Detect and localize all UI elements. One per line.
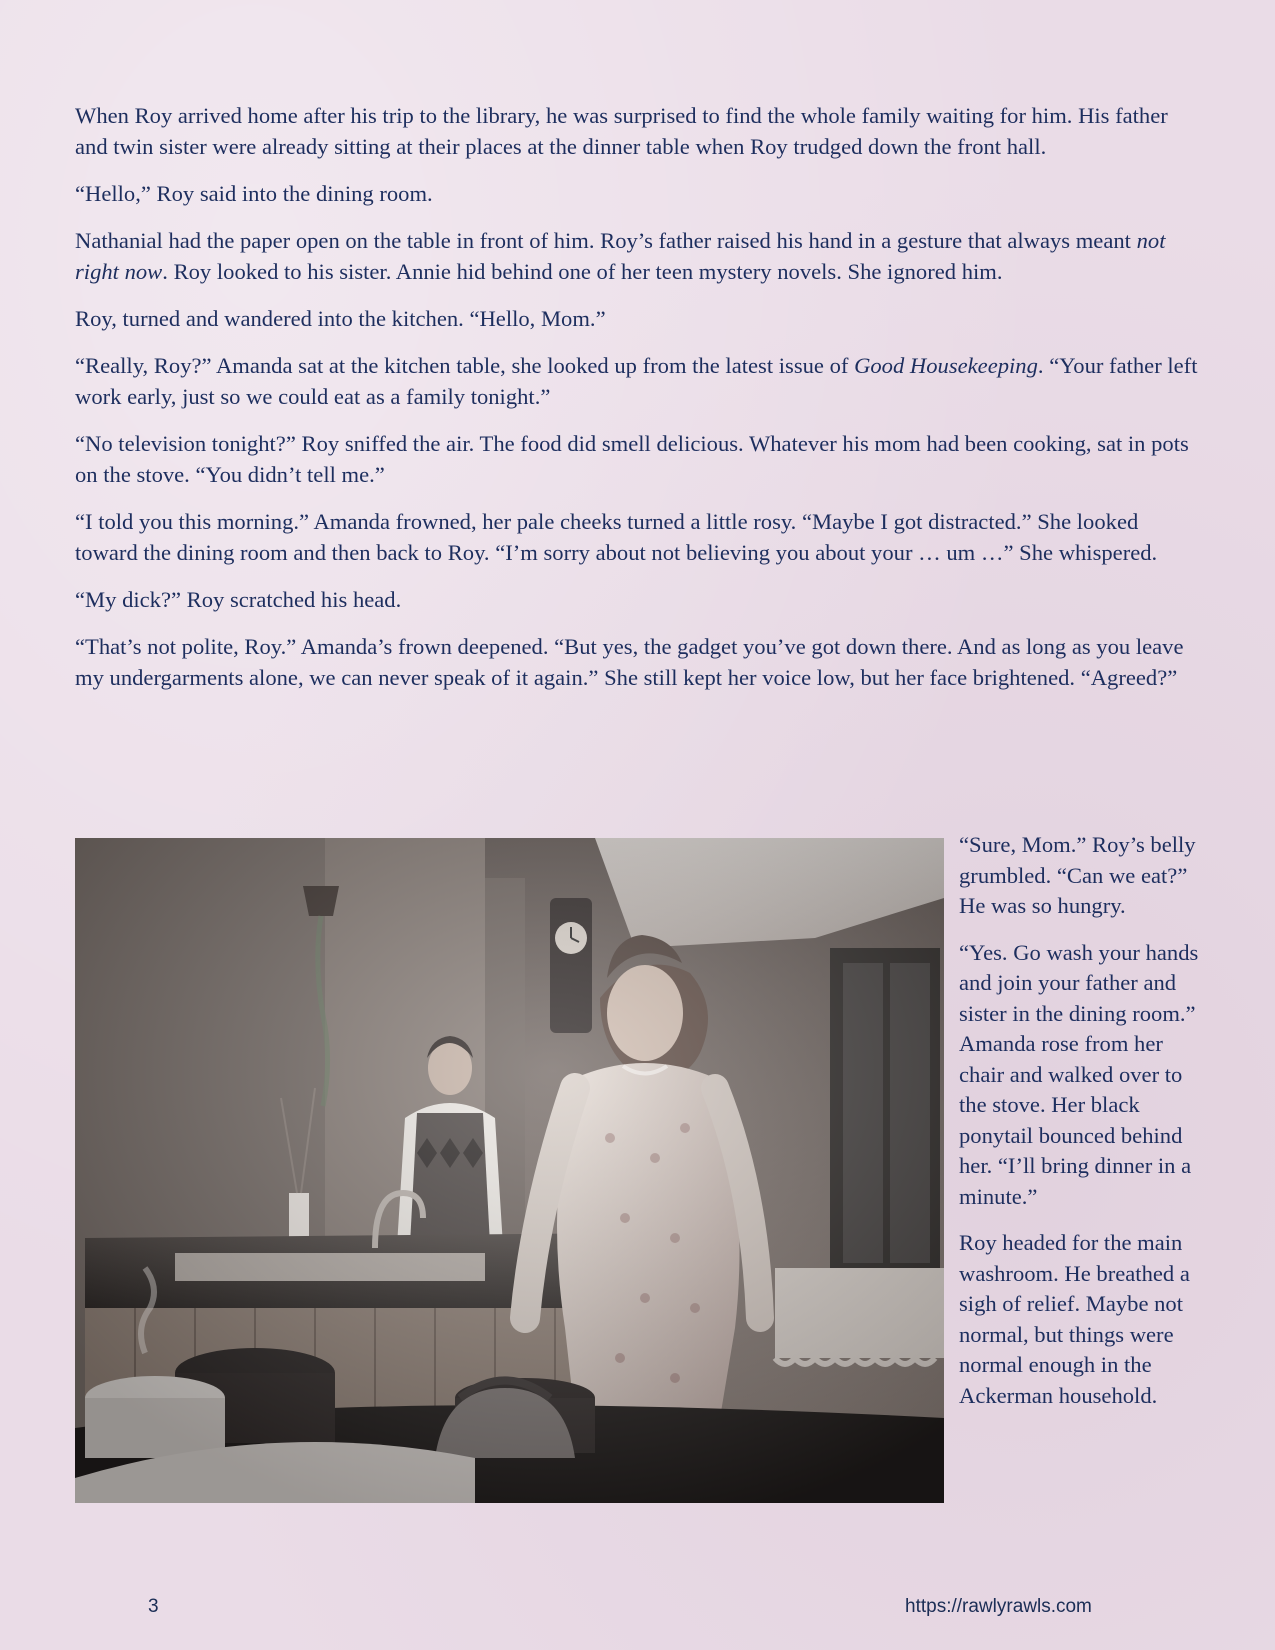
kitchen-illustration [75, 838, 944, 1503]
paragraph: “I told you this morning.” Amanda frowned, her pale cheeks turned a little rosy. “Maybe I got distracted.” She looked toward the dining room and then back to Roy. “I’m sorry about not believing you about your … um …” She whispered. [75, 509, 1158, 565]
paragraph: Roy, turned and wandered into the kitchen. “Hello, Mom.” [75, 306, 606, 331]
side-text [959, 830, 1205, 1427]
paragraph: Nathanial had the paper open on the table in front of him. Roy’s father raised his hand in a gesture that always meant not right now. Roy looked to his sister. Annie hid behind one of her teen mystery novels. She ignored him. [75, 228, 1166, 284]
page-number: 3 [148, 1596, 159, 1617]
emphasis: not right now [75, 228, 1166, 284]
figure-row [75, 832, 1205, 1538]
paragraph: “Sure, Mom.” Roy’s belly grumbled. “Can we eat?” He was so hungry. [959, 832, 1196, 918]
website-link[interactable]: https://rawlyrawls.com [905, 1596, 1092, 1617]
paragraph: “Hello,” Roy said into the dining room. [75, 181, 433, 206]
paragraph: When Roy arrived home after his trip to the library, he was surprised to find the whole family waiting for him. His father and twin sister were already sitting at their places at the dinner table when Roy trudged down the front hall. [75, 103, 1168, 159]
paragraph: “Yes. Go wash your hands and join your father and sister in the dining room.” Amanda rose from her chair and walked over to the stove. Her black ponytail bounced behind her. “I’ll bring dinner in a minute.” [959, 939, 1199, 1209]
magazine-title: Good Housekeeping [854, 353, 1038, 378]
paragraph: “No television tonight?” Roy sniffed the air. The food did smell delicious. Whatever his mom had been cooking, sat in pots on the stove. “You didn’t tell me.” [75, 431, 1189, 487]
paragraph: Roy headed for the main washroom. He breathed a sigh of relief. Maybe not normal, but things were normal enough in the Ackerman household. [959, 1230, 1190, 1408]
paragraph: “That’s not polite, Roy.” Amanda’s frown deepened. “But yes, the gadget you’ve got down there. And as long as you leave my undergarments alone, we can never speak of it again.” She still kept her voice low, but her face brightened. “Agreed?” [75, 634, 1184, 690]
story-text [75, 100, 1205, 709]
paragraph: “Really, Roy?” Amanda sat at the kitchen table, she looked up from the latest issue of Good Housekeeping. “Your father left work early, just so we could eat as a family tonight.” [75, 353, 1198, 409]
paragraph: “My dick?” Roy scratched his head. [75, 587, 402, 612]
